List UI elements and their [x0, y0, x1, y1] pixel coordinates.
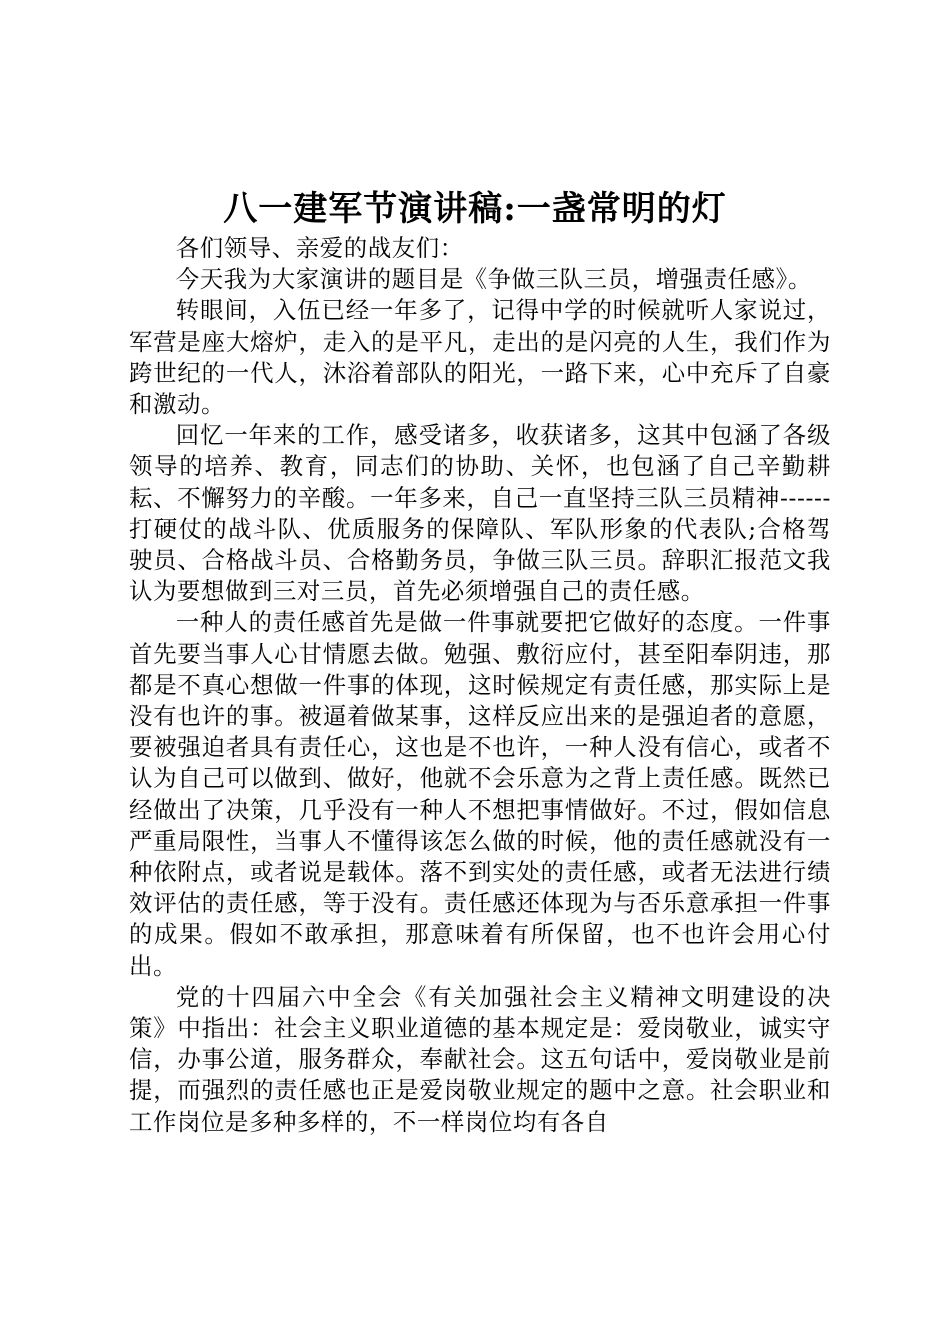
document-body	[129, 233, 831, 1138]
paragraph-party-plenum: 党的十四届六中全会《有关加强社会主义精神文明建设的决策》中指出：社会主义职业道德的基本规定是：爱岗敬业，诚实守信，办事公道，服务群众，奉献社会。这五句话中，爱岗敬业是前提，而强烈的责任感也正是爱岗敬业规定的题中之意。社会职业和工作岗位是多种多样的，不一样岗位均有各自	[129, 982, 831, 1136]
paragraph-responsibility: 一种人的责任感首先是做一件事就要把它做好的态度。一件事首先要当事人心甘情愿去做。勉强、敷衍应付，甚至阳奉阴违，那都是不真心想做一件事的体现，这时候规定有责任感，那实际上是没有也许的事。被逼着做某事，这样反应出来的是强迫者的意愿，要被强迫者具有责任心，这也是不也许，一种人没有信心，或者不认为自己可以做到、做好，他就不会乐意为之背上责任感。既然已经做出了决策，几乎没有一种人不想把事情做好。不过，假如信息严重局限性，当事人不懂得该怎么做的时候，他的责任感就没有一种依附点，或者说是载体。落不到实处的责任感，或者无法进行绩效评估的责任感，等于没有。责任感还体现为与否乐意承担一件事的成果。假如不敢承担，那意味着有所保留，也不也许会用心付出。	[129, 608, 831, 980]
paragraph-enlistment: 转眼间，入伍已经一年多了，记得中学的时候就听人家说过，军营是座大熔炉，走入的是平凡，走出的是闪亮的人生，我们作为跨世纪的一代人，沐浴着部队的阳光，一路下来，心中充斥了自豪和激动。	[129, 296, 831, 419]
document-title: 八一建军节演讲稿:一盏常明的灯	[223, 189, 727, 229]
paragraph-greeting: 各们领导、亲爱的战友们：	[175, 234, 464, 262]
paragraph-topic: 今天我为大家演讲的题目是《争做三队三员，增强责任感》。	[175, 265, 812, 294]
paragraph-review: 回忆一年来的工作，感受诸多，收获诸多，这其中包涵了各级领导的培养、教育，同志们的协助、关怀，也包涵了自己辛勤耕耘、不懈努力的辛酸。一年多来，自己一直坚持三队三员精神------打硬仗的战斗队、优质服务的保障队、军队形象的代表队;合格驾驶员、合格战斗员、合格勤务员，争做三队三员。辞职汇报范文我认为要想做到三对三员，首先必须增强自己的责任感。	[129, 421, 831, 606]
